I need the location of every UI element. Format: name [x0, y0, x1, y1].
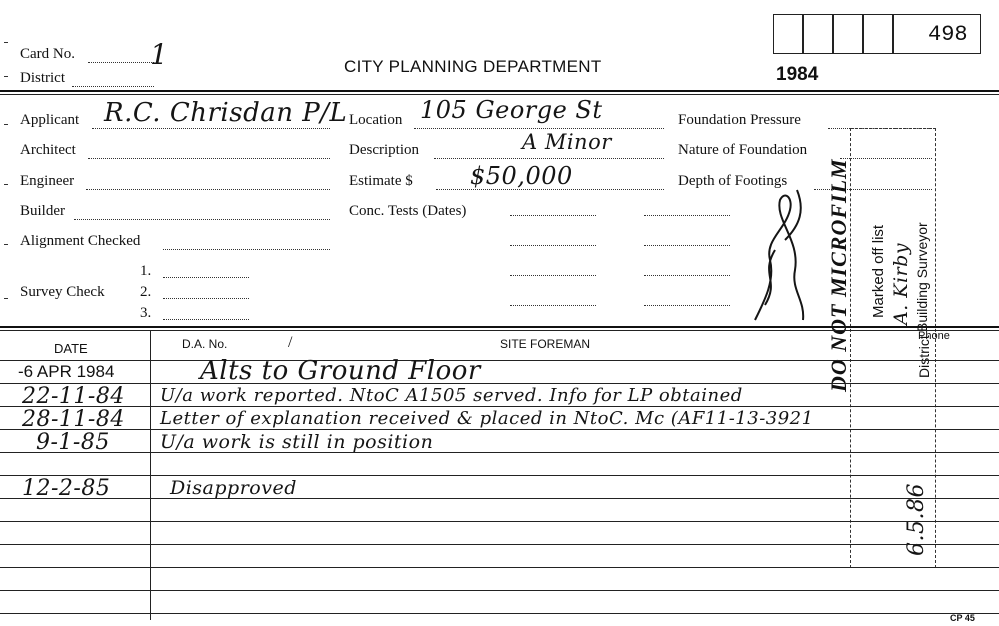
phone-header: Phone [918, 330, 950, 342]
applicant-label: Applicant [20, 112, 80, 128]
row-line-1 [0, 383, 999, 384]
alignment-label: Alignment Checked [20, 233, 141, 249]
builder-label: Builder [20, 203, 65, 219]
margin-tick [4, 184, 8, 185]
entry-date: 28-11-84 [22, 407, 125, 432]
architect-line [88, 158, 330, 159]
location-value: 105 George St [420, 96, 603, 124]
conc-tests-line-2 [644, 215, 730, 216]
conc-tests-line-1 [510, 215, 596, 216]
row-line-3 [0, 429, 999, 430]
conc-tests-line-4 [644, 245, 730, 246]
builder-line [74, 219, 330, 220]
form-code: CP 45 [950, 613, 975, 623]
conc-tests-line-7 [510, 305, 596, 306]
stamp-marked-off: Marked off list [870, 224, 887, 318]
conc-tests-line-3 [510, 245, 596, 246]
header-rule-top [0, 90, 999, 92]
foundation-pressure-label: Foundation Pressure [678, 112, 801, 128]
district-line [72, 86, 154, 87]
department-title: CITY PLANNING DEPARTMENT [344, 57, 602, 76]
row-line-4 [0, 452, 999, 453]
entry-text: U/a work is still in position [160, 431, 434, 453]
row-line-0 [0, 360, 999, 361]
number-box-2 [803, 14, 833, 54]
applicant-line [92, 128, 330, 129]
survey-line-1 [163, 277, 249, 278]
stamp-district: District [916, 335, 932, 378]
margin-tick [4, 76, 8, 77]
entry-date: 12-2-85 [22, 476, 111, 501]
description-label: Description [349, 142, 419, 158]
file-number: 498 [928, 22, 968, 47]
row-line-2 [0, 406, 999, 407]
conc-tests-line-6 [644, 275, 730, 276]
stamp-officer: A. Kirby [890, 242, 912, 325]
engineer-line [86, 189, 330, 190]
row-line-9 [0, 567, 999, 568]
margin-tick [4, 42, 8, 43]
number-box-1 [773, 14, 803, 54]
survey-line-3 [163, 319, 249, 320]
number-box-4 [863, 14, 893, 54]
survey-label: Survey Check [20, 284, 105, 300]
entry-text: Letter of explanation received & placed in NtoC. Mc (AF11-13-3921 [160, 408, 814, 429]
conc-tests-line-5 [510, 275, 596, 276]
entry-date: -6 APR 1984 [18, 362, 115, 381]
engineer-label: Engineer [20, 173, 75, 189]
survey-line-2 [163, 298, 249, 299]
entry-text: Alts to Ground Floor [200, 356, 481, 386]
architect-label: Architect [20, 142, 76, 158]
card-no-line [88, 62, 154, 63]
survey-item-3: 3. [140, 305, 152, 321]
entry-text: Disapproved [170, 477, 297, 499]
margin-tick [4, 298, 8, 299]
number-box-3 [833, 14, 863, 54]
da-no-value: / [288, 334, 293, 351]
margin-tick [4, 124, 8, 125]
applicant-value: R.C. Chrisdan P/L [104, 98, 348, 128]
stamp-dept: Building Surveyor [914, 222, 930, 332]
card-no-value: 1 [150, 38, 169, 71]
conc-tests-label: Conc. Tests (Dates) [349, 203, 467, 219]
entry-date: 22-11-84 [22, 384, 125, 409]
date-header: DATE [54, 341, 88, 356]
entry-date: 9-1-85 [36, 430, 110, 455]
do-not-microfilm-note: DO NOT MICROFILM [826, 158, 851, 392]
estimate-label: Estimate $ [349, 173, 413, 189]
row-line-11 [0, 613, 999, 614]
estimate-value: $50,000 [470, 162, 573, 190]
row-line-5 [0, 475, 999, 476]
location-label: Location [349, 112, 403, 128]
stamp-date: 6.5.86 [904, 483, 929, 556]
survey-item-2: 2. [140, 284, 152, 300]
nature-foundation-label: Nature of Foundation [678, 142, 808, 158]
description-line [434, 158, 664, 159]
survey-item-1: 1. [140, 263, 152, 279]
location-line [414, 128, 664, 129]
row-line-10 [0, 590, 999, 591]
card-no-label: Card No. [20, 46, 75, 62]
year: 1984 [776, 64, 819, 85]
row-line-6 [0, 498, 999, 499]
table-rule-top [0, 326, 999, 328]
signature [745, 180, 815, 330]
row-line-8 [0, 544, 999, 545]
header-rule-bottom [0, 94, 999, 95]
alignment-line [163, 249, 330, 250]
site-foreman-header: SITE FOREMAN [500, 337, 591, 351]
da-no-header: D.A. No. [182, 337, 228, 351]
description-value: A Minor [522, 130, 612, 154]
margin-tick [4, 244, 8, 245]
depth-footings-label: Depth of Footings [678, 173, 788, 189]
entry-text: U/a work reported. NtoC A1505 served. Info for LP obtained [160, 385, 743, 406]
conc-tests-line-8 [644, 305, 730, 306]
row-line-7 [0, 521, 999, 522]
district-label: District [20, 70, 65, 86]
